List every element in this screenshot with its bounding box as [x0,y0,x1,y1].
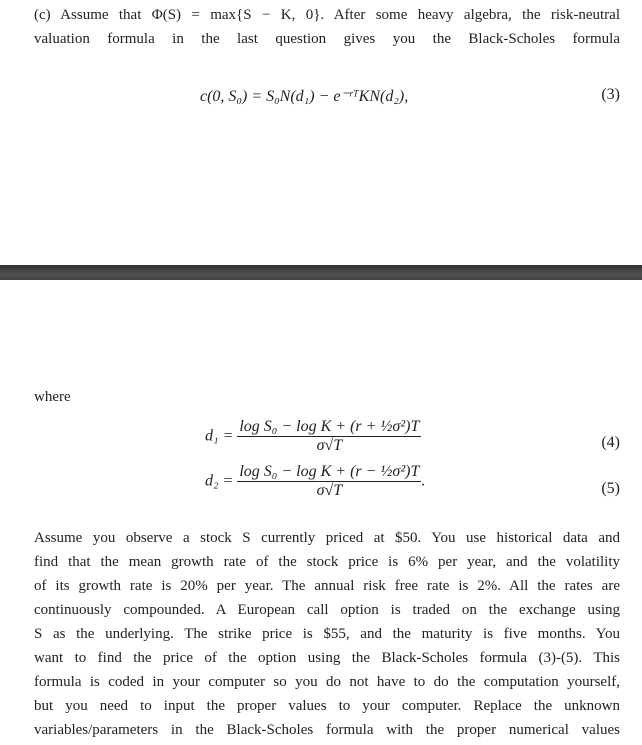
d1-denominator: σ√T [316,437,343,454]
paragraph-line: variables/parameters in the Black-Scholes formula with the proper numerical values [34,722,620,738]
equation-4-number: (4) [601,434,620,451]
equation-3-number: (3) [601,86,620,103]
paragraph-line: formula is coded in your computer so you do not have to do the computation yourself, [34,674,620,690]
equation-5 [205,463,425,500]
paragraph-line: of its growth rate is 20% per year. The annual risk free rate is 2%. All the rates are [34,578,620,594]
paragraph-line: want to find the price of the option using the Black-Scholes formula (3)-(5). This [34,650,620,666]
d2-numerator: log S₀ − log K + (r − ½σ²)T [239,463,420,480]
where-label: where [34,389,71,405]
d1-lhs: d₁ = [205,427,234,445]
paragraph-line: but you need to input the proper values to your computer. Replace the unknown [34,698,620,714]
d2-lhs: d₂ = [205,472,234,490]
page-separator [0,265,642,280]
equation-5-number: (5) [601,480,620,497]
paragraph-line: S as the underlying. The strike price is $55, and the maturity is five months. You [34,626,620,642]
equation-3: c(0, S₀) = S₀N(d₁) − e⁻ʳᵀKN(d₂), [200,88,409,105]
d2-period: . [421,472,426,490]
d2-denominator: σ√T [316,482,343,499]
part-c-line-1: (c) Assume that Φ(S) = max{S − K, 0}. After some heavy algebra, the risk-neutral [34,7,620,23]
d1-fraction [237,418,421,455]
equation-4 [205,418,421,455]
d1-numerator: log S₀ − log K + (r + ½σ²)T [239,418,420,435]
paragraph-line: find that the mean growth rate of the stock price is 6% per year, and the volatility [34,554,620,570]
part-c-line-2: valuation formula in the last question gives you the Black-Scholes formula [34,31,620,47]
paragraph-line: continuously compounded. A European call option is traded on the exchange using [34,602,620,618]
d2-fraction [237,463,421,500]
paragraph-line: Assume you observe a stock S currently priced at $50. You use historical data and [34,530,620,546]
